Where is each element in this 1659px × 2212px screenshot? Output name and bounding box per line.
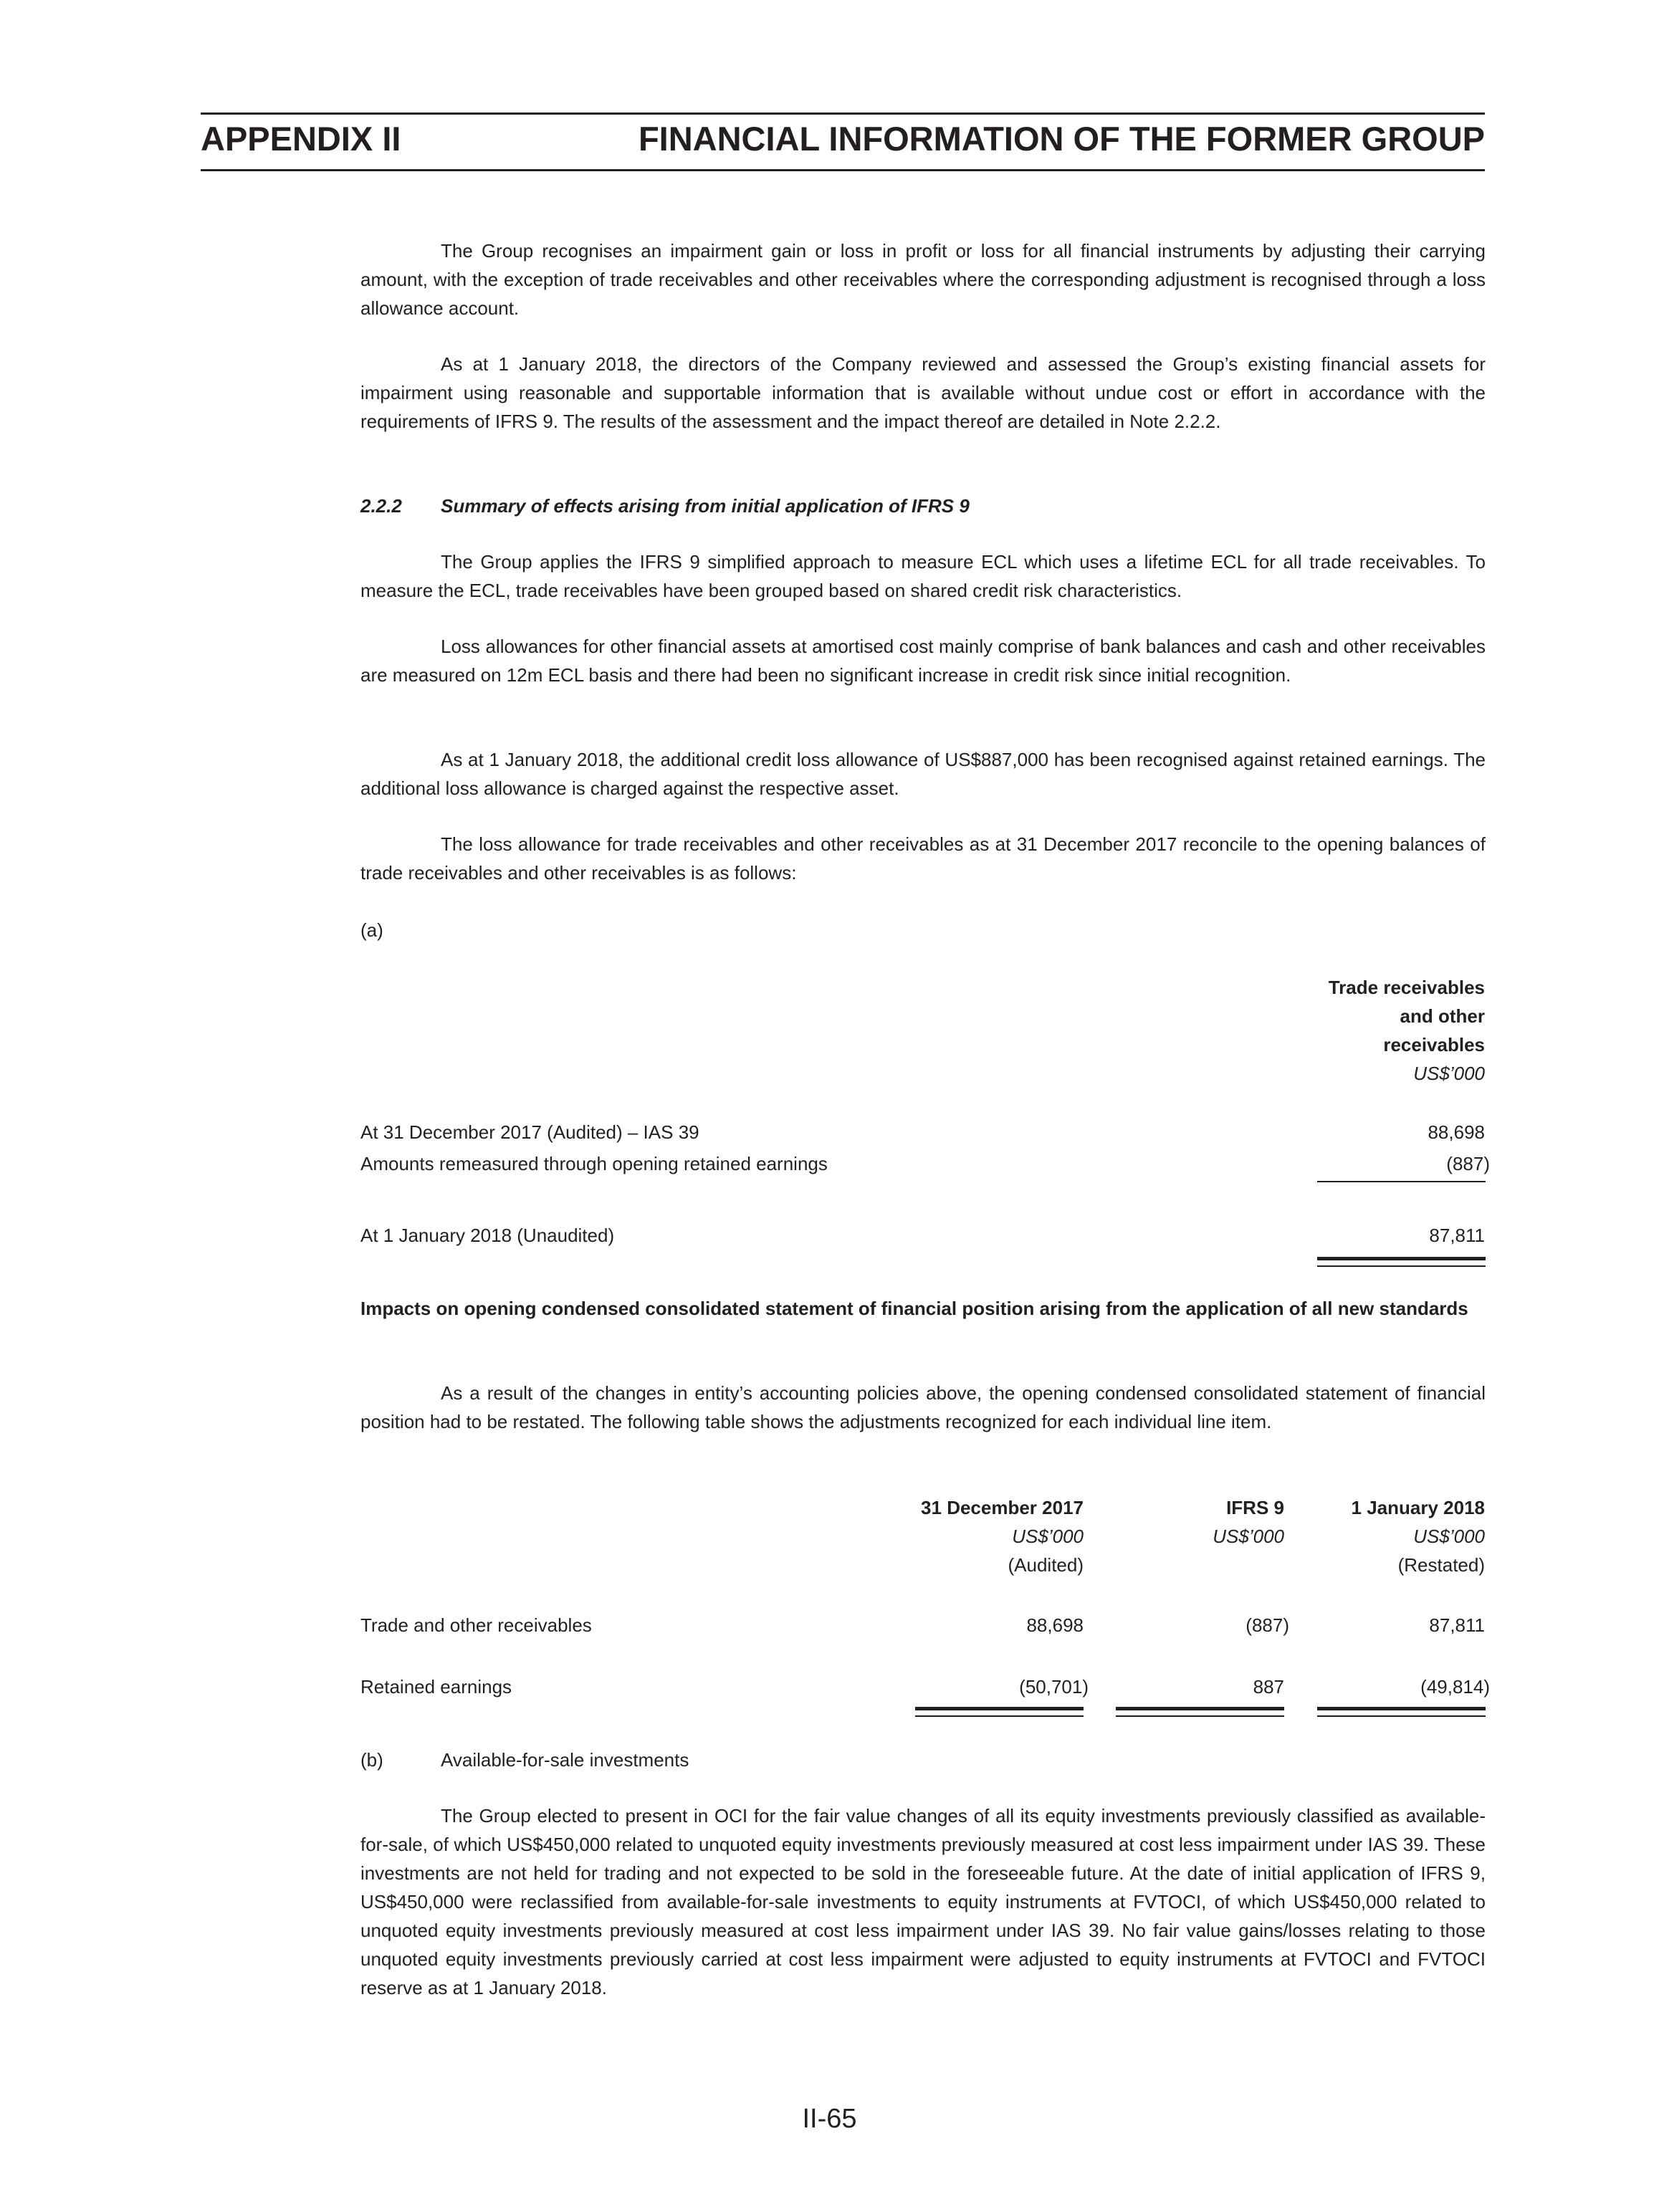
table-a-col-header-1: Trade receivables <box>1328 977 1485 998</box>
total-double-rule <box>915 1707 1084 1714</box>
total-double-rule-lower <box>1317 1265 1486 1267</box>
total-double-rule-lower <box>1317 1715 1486 1717</box>
total-double-rule-lower <box>1116 1715 1284 1717</box>
page-number: II-65 <box>802 2104 857 2134</box>
table-b-col-unit: US$’000 <box>1413 1526 1485 1547</box>
page-header <box>201 116 1485 162</box>
table-cell-value: (887) <box>1246 1614 1289 1636</box>
item-b-label: (b) <box>360 1749 383 1771</box>
header-top-rule <box>201 112 1485 115</box>
total-double-rule <box>1317 1257 1486 1264</box>
table-b-col-1-jan-2018: 1 January 2018 <box>1351 1497 1485 1518</box>
table-b-col-note: (Audited) <box>1008 1554 1084 1576</box>
total-double-rule-lower <box>915 1715 1084 1717</box>
table-row: Retained earnings <box>360 1676 512 1698</box>
table-cell-value: (49,814) <box>1420 1676 1490 1698</box>
paragraph-loss-allowances: Loss allowances for other financial assets at amortised cost mainly comprise of bank balances and cash and other receivables are measured on 12m ECL basis and there had been no significant increase in credit risk since initial recognition. <box>360 636 1486 686</box>
subtotal-rule <box>1317 1181 1486 1182</box>
paragraph-fvtoci: The Group elected to present in OCI for the fair value changes of all its equity investments previously classified as available-for-sale, of which US$450,000 related to unquoted equity investments previously measured at cost less impairment under IAS 39. These investments are not held for trading and not expected to be sold in the foreseeable future. At the date of initial application of IFRS 9, US$450,000 were reclassified from available-for-sale investments to equity instruments at FVTOCI, of which US$450,000 related to unquoted equity investments previously measured at cost less impairment under IAS 39. No fair value gains/losses relating to those unquoted equity investments previously carried at cost less impairment were adjusted to equity instruments at FVTOCI and FVTOCI reserve as at 1 January 2018. <box>360 1805 1486 1998</box>
table-a-col-header-2: and other <box>1400 1005 1485 1027</box>
table-b-col-note: (Restated) <box>1397 1554 1485 1576</box>
header-title: FINANCIAL INFORMATION OF THE FORMER GROUP <box>638 120 1485 158</box>
total-double-rule <box>1317 1707 1486 1714</box>
item-b-title: Available-for-sale investments <box>441 1749 689 1771</box>
table-b-col-31-dec-2017: 31 December 2017 <box>921 1497 1084 1518</box>
total-double-rule <box>1116 1707 1284 1714</box>
table-a-col-header-3: receivables <box>1383 1034 1485 1055</box>
table-b-col-unit: US$’000 <box>1012 1526 1084 1547</box>
table-cell-value: (50,701) <box>1019 1676 1089 1698</box>
table-cell-value: 87,811 <box>1429 1614 1485 1636</box>
table-cell-value: 88,698 <box>1428 1121 1485 1143</box>
table-cell-value: 87,811 <box>1429 1225 1485 1246</box>
section-heading-2-2-2: 2.2.2 Summary of effects arising from initial application of IFRS 9 <box>360 495 970 517</box>
table-row: Amounts remeasured through opening retained earnings <box>360 1153 828 1174</box>
paragraph-additional-allowance: As at 1 January 2018, the additional credit loss allowance of US$887,000 has been recognised against retained earnings. The additional loss allowance is charged against the respective asset. <box>360 749 1486 799</box>
table-a-col-unit: US$’000 <box>1413 1063 1485 1084</box>
table-row: Trade and other receivables <box>360 1614 592 1636</box>
table-cell-value: 88,698 <box>1026 1614 1084 1636</box>
item-a-label: (a) <box>360 919 383 941</box>
appendix-label: APPENDIX II <box>201 120 401 158</box>
paragraph-impairment-gain-loss: The Group recognises an impairment gain or loss in profit or loss for all financial instruments by adjusting their carrying amount, with the exception of trade receivables and other receivables where the corresponding adjustment is recognised through a loss allowance account. <box>360 240 1486 319</box>
table-cell-value: (887) <box>1446 1153 1490 1174</box>
header-bottom-rule <box>201 169 1485 171</box>
paragraph-directors-review: As at 1 January 2018, the directors of the Company reviewed and assessed the Group’s existing financial assets for impairment using reasonable and supportable information that is available without undue cost or effort in accordance with the requirements of IFRS 9. The results of the assessment and the impact thereof are detailed in Note 2.2.2. <box>360 353 1486 432</box>
table-row: At 31 December 2017 (Audited) – IAS 39 <box>360 1121 699 1143</box>
paragraph-restatement: As a result of the changes in entity’s accounting policies above, the opening condensed consolidated statement of financial position had to be restated. The following table shows the adjustments recognized for each individual line item. <box>360 1382 1486 1432</box>
paragraph-simplified-approach: The Group applies the IFRS 9 simplified approach to measure ECL which uses a lifetime ECL for all trade receivables. To measure the ECL, trade receivables have been grouped based on shared credit risk characteristics. <box>360 551 1486 601</box>
paragraph-reconcile: The loss allowance for trade receivables and other receivables as at 31 December 2017 reconcile to the opening balances of trade receivables and other receivables is as follows: <box>360 833 1486 884</box>
table-b-col-unit: US$’000 <box>1213 1526 1284 1547</box>
table-cell-value: 887 <box>1253 1676 1284 1698</box>
table-row: At 1 January 2018 (Unaudited) <box>360 1225 615 1246</box>
table-b-col-ifrs9: IFRS 9 <box>1226 1497 1284 1518</box>
impacts-heading: Impacts on opening condensed consolidated statement of financial position arising from the application of all new standards <box>360 1298 1468 1319</box>
